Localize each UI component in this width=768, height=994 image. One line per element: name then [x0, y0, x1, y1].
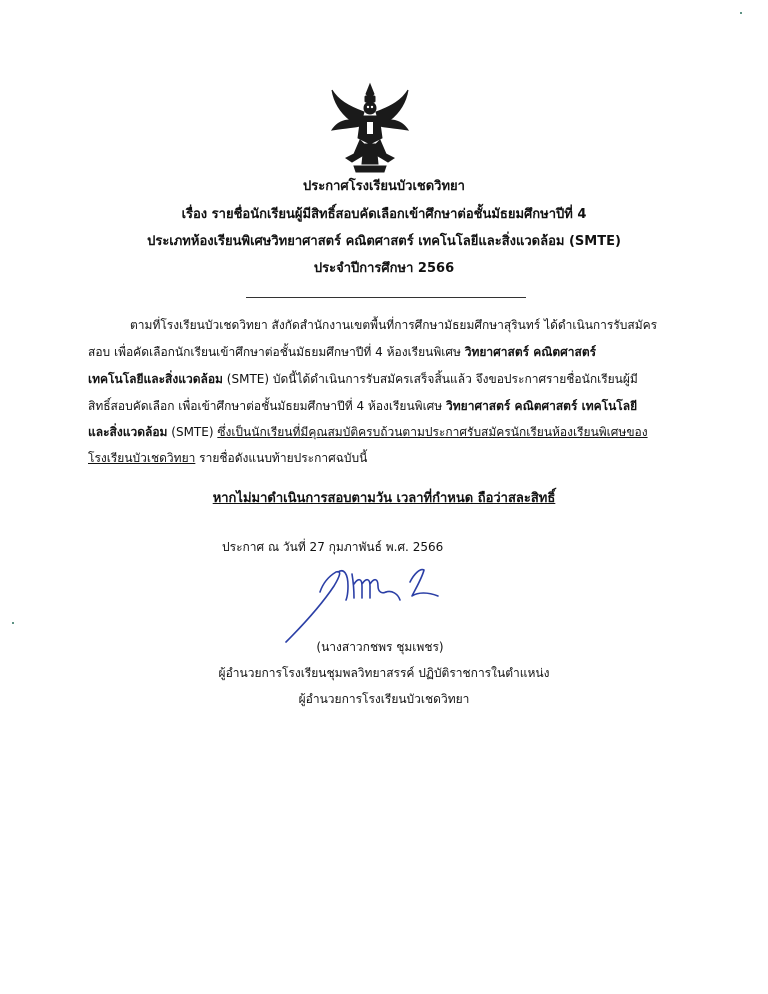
signature-image: [282, 556, 462, 648]
body-emphasis: วิทยาศาสตร์ คณิตศาสตร์ เทคโนโลยี: [446, 399, 638, 413]
body-text: (SMTE) บัดนี้ได้ดำเนินการรับสมัครเสร็จสิ้นแล้ว จึงขอประกาศรายชื่อนักเรียนผู้มี: [222, 372, 638, 386]
body-text: ตามที่โรงเรียนบัวเชดวิทยา สังกัดสำนักงานเขตพื้นที่การศึกษามัธยมศึกษาสุรินทร์ ได้ดำเนินการรับสมัคร: [130, 318, 658, 332]
body-line-4: [88, 400, 637, 412]
signatory-position-1: ผู้อำนวยการโรงเรียนชุมพลวิทยาสรรค์ ปฏิบัติราชการในตำแหน่ง: [218, 666, 550, 680]
body-text: สอบ เพื่อคัดเลือกนักเรียนเข้าศึกษาต่อชั้นมัธยมศึกษาปีที่ 4 ห้องเรียนพิเศษ: [88, 345, 465, 359]
announcement-subject: เรื่อง รายชื่อนักเรียนผู้มีสิทธิ์สอบคัดเลือกเข้าศึกษาต่อชั้นมัธยมศึกษาปีที่ 4: [181, 207, 587, 222]
scan-speck: [740, 12, 742, 14]
body-underlined: ซึ่งเป็นนักเรียนที่มีคุณสมบัติครบถ้วนตามประกาศรับสมัครนักเรียนห้องเรียนพิเศษของ: [217, 425, 648, 439]
body-line-1: [130, 319, 657, 331]
garuda-emblem-icon: [328, 82, 412, 174]
announcement-program: ประเภทห้องเรียนพิเศษวิทยาศาสตร์ คณิตศาสตร์ เทคโนโลยีและสิ่งแวดล้อม (SMTE): [147, 234, 621, 249]
body-text: (SMTE): [167, 425, 218, 439]
announcement-title: ประกาศโรงเรียนบัวเชดวิทยา: [303, 179, 465, 194]
scan-speck: [12, 622, 14, 624]
academic-year: ประจำปีการศึกษา 2566: [313, 261, 455, 276]
body-emphasis: และสิ่งแวดล้อม: [88, 425, 168, 439]
body-emphasis: วิทยาศาสตร์ คณิตศาสตร์: [464, 345, 597, 359]
body-line-2: [88, 346, 596, 358]
body-underlined: โรงเรียนบัวเชดวิทยา: [88, 451, 196, 465]
title-divider: [246, 297, 526, 298]
forfeit-notice: หากไม่มาดำเนินการสอบตามวัน เวลาที่กำหนด ถือว่าสละสิทธิ์: [212, 491, 556, 506]
signatory-name: (นางสาวกชพร ชุมเพชร): [316, 640, 444, 654]
body-line-6: [88, 452, 367, 464]
announcement-date: ประกาศ ณ วันที่ 27 กุมภาพันธ์ พ.ศ. 2566: [222, 540, 444, 554]
body-text: สิทธิ์สอบคัดเลือก เพื่อเข้าศึกษาต่อชั้นมัธยมศึกษาปีที่ 4 ห้องเรียนพิเศษ: [88, 399, 447, 413]
signatory-position-2: ผู้อำนวยการโรงเรียนบัวเชดวิทยา: [298, 692, 470, 706]
body-text: รายชื่อดังแนบท้ายประกาศฉบับนี้: [195, 451, 368, 465]
body-line-3: [88, 373, 638, 385]
body-line-5: [88, 426, 648, 438]
body-emphasis: เทคโนโลยีและสิ่งแวดล้อม: [88, 372, 223, 386]
